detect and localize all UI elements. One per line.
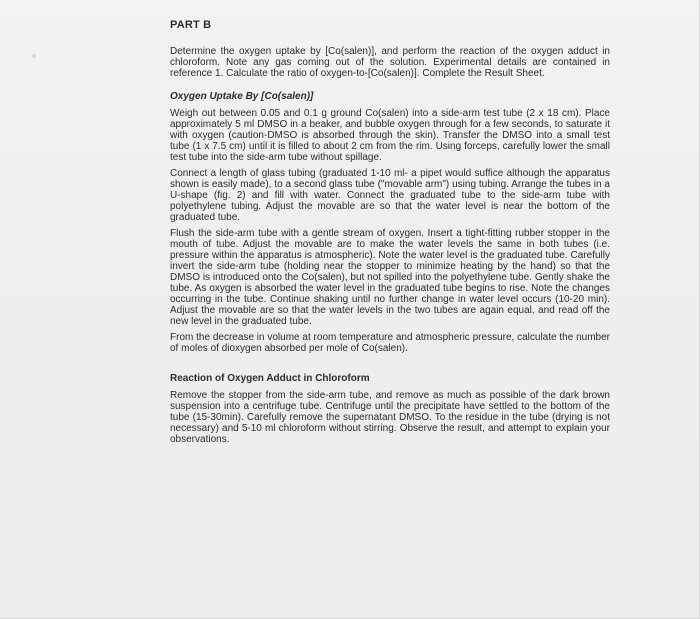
document-text-block [170,19,610,457]
section-heading-oxygen-uptake: Oxygen Uptake By [Co(salen)] [170,91,314,102]
intro-paragraph: Determine the oxygen uptake by [Co(salen)], and perform the reaction of the oxygen adduct in chloroform. Note any gas coming out of the solution. Experimental details are contained in reference 1. Calculate the ratio of oxygen-to-[Co(salen)]. Complete the Result Sheet. [170,46,610,79]
paragraph-weigh-out: Weigh out between 0.05 and 0.1 g ground Co(salen) into a side-arm test tube (2 x 18 cm). Place approximately 5 ml DMSO in a beaker, and bubble oxygen through for a few seconds, to saturate it with oxygen (caution-DMSO is absorbed through the skin). Transfer the DMSO into a small test tube (1 x 7.5 cm) until it is filled to about 2 cm from the rim. Using forceps, carefully lower the small test tube into the side-arm tube without spillage. [170,108,610,163]
paragraph-remove-stopper: Remove the stopper from the side-arm tube, and remove as much as possible of the dark brown suspension into a centrifuge tube. Centrifuge until the precipitate have settled to the bottom of the tube (15-30min). Carefully remove the supernatant DMSO. To the residue in the tube (drying is not necessary) and 5-10 ml chloroform without stirring. Observe the result, and attempt to explain your observations. [170,390,610,445]
section-heading-chloroform-reaction: Reaction of Oxygen Adduct in Chloroform [170,373,370,384]
paragraph-connect-tubing: Connect a length of glass tubing (graduated 1-10 ml- a pipet would suffice although the apparatus shown is easily made), to a second glass tube ("movable arm") using tubing. Arrange the tubes in a U-shape (fig. 2) and fill with water. Connect the graduated tube to the side-arm tube with polyethylene tubing. Adjust the movable are so that the water level is near the bottom of the graduated tube. [170,168,610,223]
paper-speck [32,54,36,58]
paragraph-flush-side-arm: Flush the side-arm tube with a gentle stream of oxygen. Insert a tight-fitting rubber stopper in the mouth of tube. Adjust the movable are to make the water levels the same in both tubes (i.e. pressure within the apparatus is atmospheric). Note the water level is the graduated tube. Carefully invert the side-arm tube (holding near the stopper to minimize heating by the hand) so that the DMSO is introduced onto the Co(salen), but not spilled into the polyethylene tube. Gently shake the tube. As oxygen is absorbed the water level in the graduated tube begins to rise. Note the changes occurring in the tube. Continue shaking until no further change in water level occurs (10-20 min). Adjust the movable are so that the water levels in the two tubes are again equal, and read off the new level in the graduated tube. [170,228,610,327]
part-title: PART B [170,19,212,31]
paragraph-calc-moles: From the decrease in volume at room temperature and atmospheric pressure, calculate the number of moles of dioxygen absorbed per mole of Co(salen). [170,332,610,354]
